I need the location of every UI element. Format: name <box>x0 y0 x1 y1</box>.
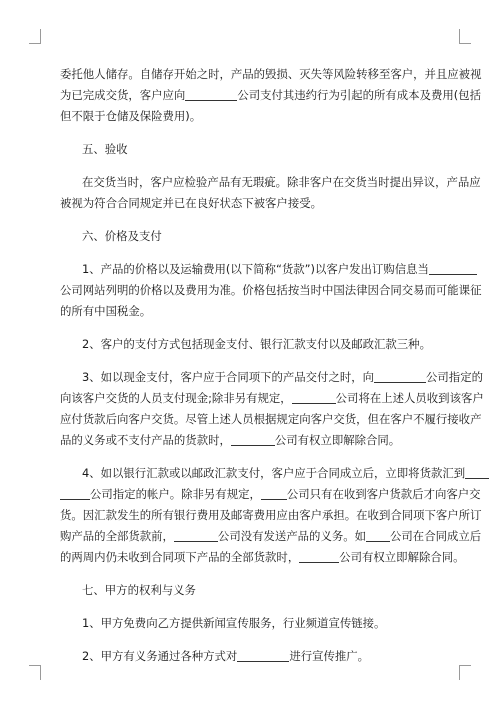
paragraph-line: 2、客户的支付方式包括现金支付、银行汇款支付以及邮政汇款三种。 <box>82 337 431 351</box>
blank-field <box>185 88 237 101</box>
paragraph-line: 公司网站列明的价格以及费用为准。价格包括按当时中国法律因合同交易而可能课征 <box>60 283 482 297</box>
blank-field <box>366 529 390 542</box>
paragraph-line: 4、如以银行汇款或以邮政汇款支付，客户应于合同成立后，立即将货款汇到 <box>60 463 443 484</box>
blank-field <box>261 487 287 500</box>
crop-mark-bottom-left <box>29 665 41 680</box>
paragraph-line: 的所有中国税金。 <box>60 304 152 318</box>
section-heading: 七、甲方的权利与义务 <box>82 583 196 597</box>
paragraph-line: 但不限于仓储及保险费用)。 <box>60 109 202 123</box>
blank-field <box>299 550 339 563</box>
paragraph-line: 委托他人储存。自储存开始之时，产品的毁损、灭失等风险转移至客户，并且应被视 <box>60 67 482 81</box>
paragraph-line: 3、如以现金支付，客户应于合同项下的产品交付之时，向 公司指定的 <box>82 370 483 384</box>
paragraph-line: 品的义务或不支付产品的货款时， 公司有权立即解除合同。 <box>60 433 401 447</box>
paragraph-line: 应付货款后向客户交货。尽管上述人员根据规定向客户交货，但在客户不履行接收产 <box>60 412 482 426</box>
paragraph-line: 购产品的全部货款前， 公司没有发送产品的义务。如 公司在合同成立后 <box>60 529 482 543</box>
paragraph-line: 1、产品的价格以及运输费用(以下简称“货款”)以客户发出订购信息当 <box>60 259 443 280</box>
paragraph-line: 公司指定的帐户。除非另有规定， 公司只有在收到客户货款后才向客户交 <box>60 484 443 505</box>
section-heading: 六、价格及支付 <box>82 229 162 243</box>
paragraph-line: 1、甲方免费向乙方提供新闻宣传服务，行业频道宣传链接。 <box>82 616 386 630</box>
blank-field <box>465 466 489 479</box>
paragraph-line: 货。因汇款发生的所有银行费用及邮寄费用应由客户承担。在收到合同项下客户所订 <box>60 508 482 522</box>
blank-field <box>60 487 90 500</box>
paragraph-line: 的两周内仍未收到合同项下产品的全部货款时， 公司有权立即解除合同。 <box>60 550 465 564</box>
blank-field <box>174 529 218 542</box>
crop-mark-top-left <box>29 29 41 44</box>
crop-mark-top-right <box>459 29 471 44</box>
paragraph-line: 为已完成交货，客户应向 公司支付其违约行为引起的所有成本及费用(包括 <box>60 88 481 102</box>
section-heading: 五、验收 <box>82 142 128 156</box>
blank-field <box>374 370 426 383</box>
crop-mark-bottom-right <box>459 665 471 680</box>
blank-field <box>231 433 275 446</box>
document-body <box>60 64 484 667</box>
paragraph-line: 被视为符合合同规定并已在良好状态下被客户接受。 <box>60 196 322 210</box>
blank-field <box>292 391 336 404</box>
blank-field <box>429 262 477 275</box>
paragraph-line: 向该客户交货的人员支付现金;除非另有规定， 公司将在上述人员收到该客户 <box>60 391 484 405</box>
paragraph-line: 在交货当时，客户应检验产品有无瑕疵。除非客户在交货当时提出异议，产品应 <box>82 175 481 189</box>
blank-field <box>237 649 289 662</box>
paragraph-line: 2、甲方有义务通过各种方式对 进行宣传推广。 <box>82 649 370 663</box>
